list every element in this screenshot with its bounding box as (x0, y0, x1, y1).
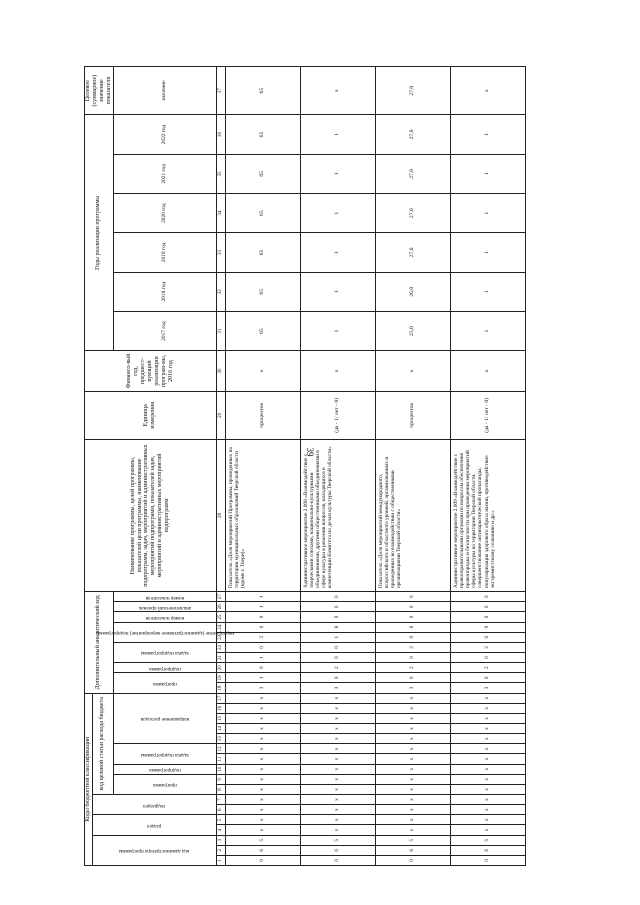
unit-header: Единица измерения (85, 391, 217, 439)
code-cell: 2 (300, 663, 375, 673)
code-cell: 5 (450, 835, 525, 845)
code-cell: 0 (300, 652, 375, 662)
expense-direction-header: направление расходов (113, 693, 216, 744)
column-number: 5 (216, 815, 225, 825)
section-header: раздел (92, 815, 216, 835)
year-value: 1 (300, 194, 375, 233)
code-cell: 1 (225, 592, 300, 602)
year-value: 65 (225, 194, 300, 233)
code-cell: 5 (375, 835, 450, 845)
code-cell: х (450, 825, 525, 835)
table-row (300, 67, 375, 866)
indicator-name: Показатель «Доля мероприятий Программы, проведенных на территории муниципальных образований Тверской области (кроме г. Твери)» (225, 439, 300, 591)
code-cell: х (450, 713, 525, 723)
analytic-col-header-7: номер показателя (113, 592, 216, 602)
code-cell: 2 (450, 663, 525, 673)
code-cell: 8 (375, 622, 450, 632)
table-row (450, 67, 525, 866)
unit-cell: (да - 1/ нет - 0) (300, 391, 375, 439)
target-value: х (300, 67, 375, 115)
code-cell: х (300, 825, 375, 835)
code-cell: 0 (375, 592, 450, 602)
base-year-value: х (375, 351, 450, 392)
column-number: 35 (216, 154, 225, 193)
column-number: 12 (216, 744, 225, 754)
code-cell: х (450, 805, 525, 815)
year-value: 1 (300, 272, 375, 311)
target-value: 27,0 (375, 67, 450, 115)
code-cell: 0 (300, 855, 375, 865)
code-cell: 5 (300, 835, 375, 845)
code-cell: 0 (300, 602, 375, 612)
analytic-col-header-3: задача подпрограммы (113, 642, 216, 662)
code-cell: х (375, 774, 450, 784)
code-cell: 0 (450, 632, 525, 642)
year-header-1: 2017 год (113, 311, 216, 350)
year-value: 1 (450, 233, 525, 272)
code-cell: х (225, 724, 300, 734)
code-cell: 1 (225, 673, 300, 683)
code-cell: х (300, 703, 375, 713)
year-value: 1 (300, 154, 375, 193)
year-header-3: 2019 год (113, 233, 216, 272)
code-cell: х (450, 744, 525, 754)
code-cell: 0 (375, 673, 450, 683)
code-cell: х (450, 774, 525, 784)
base-year-value: х (450, 351, 525, 392)
code-cell: 6 (450, 845, 525, 855)
code-cell: х (375, 784, 450, 794)
year-value: 65 (225, 272, 300, 311)
column-number: 22 (216, 642, 225, 652)
column-number: 37 (216, 67, 225, 115)
code-cell: 1 (225, 602, 300, 612)
code-cell: х (300, 774, 375, 784)
code-cell: х (300, 764, 375, 774)
unit-cell: процентов (225, 391, 300, 439)
column-number: 7 (216, 795, 225, 805)
code-cell: х (225, 764, 300, 774)
code-cell: 6 (375, 845, 450, 855)
year-value: 1 (450, 115, 525, 154)
code-cell: х (450, 693, 525, 703)
code-cell: 0 (450, 612, 525, 622)
indicator-name: Показатель «Доля мероприятий международного, всероссийского и областного уровней, организованных и проведенных во взаимодействии с общественными организациями Тверской области» (375, 439, 450, 591)
task-code-header: задача подпрограммы (113, 744, 216, 764)
code-cell: 0 (450, 673, 525, 683)
code-cell: х (450, 795, 525, 805)
code-cell: х (300, 754, 375, 764)
page-number: 39 (305, 447, 315, 457)
code-cell: х (450, 734, 525, 744)
column-number: 8 (216, 784, 225, 794)
column-number: 25 (216, 612, 225, 622)
column-number: 31 (216, 311, 225, 350)
code-cell: 3 (375, 683, 450, 693)
column-number: 32 (216, 272, 225, 311)
code-cell: х (375, 764, 450, 774)
code-cell: х (225, 825, 300, 835)
code-cell: 1 (300, 632, 375, 642)
analytic-col-header-1: программа (113, 673, 216, 693)
column-number: 21 (216, 652, 225, 662)
code-cell: 0 (225, 612, 300, 622)
code-cell: 8 (300, 622, 375, 632)
year-value: 27,0 (375, 194, 450, 233)
column-number: 3 (216, 835, 225, 845)
code-cell: 6 (225, 845, 300, 855)
unit-cell: (да - 1/ нет - 0) (450, 391, 525, 439)
admin-code-header: код администратора программы (92, 835, 216, 865)
column-number: 6 (216, 805, 225, 815)
year-header-6: 2022 год (113, 115, 216, 154)
code-cell: х (375, 693, 450, 703)
column-number: 10 (216, 764, 225, 774)
code-cell: 0 (225, 663, 300, 673)
code-cell: х (375, 805, 450, 815)
column-number: 24 (216, 622, 225, 632)
code-cell: х (225, 774, 300, 784)
year-value: 26,0 (375, 272, 450, 311)
table-body (225, 67, 525, 866)
code-cell: х (375, 724, 450, 734)
column-number: 26 (216, 602, 225, 612)
unit-cell: процентов (375, 391, 450, 439)
column-number: 15 (216, 713, 225, 723)
program-name-header: Наименование программы, целей программы, показателей цели программы, наименование подпрограмм, задач, мероприятий и административных мероприятий подпрограмм, показателей задач, мероприятий и административных мероприятий подпрограмм (85, 439, 217, 591)
column-number: 1 (216, 855, 225, 865)
code-cell: 3 (225, 683, 300, 693)
target-group-header: Целевое (суммарное) значение показателя (85, 67, 114, 115)
code-cell: х (450, 764, 525, 774)
code-cell: х (300, 805, 375, 815)
subsection-header: подраздел (92, 795, 216, 815)
fin-year-header: Финансо-вый год, предшест-вующий реализации програм-мы, 2016 год (85, 351, 217, 392)
year-value: 25,0 (375, 311, 450, 350)
code-cell: 0 (225, 855, 300, 865)
code-cell: 0 (225, 622, 300, 632)
year-value: 65 (225, 233, 300, 272)
code-cell: х (300, 784, 375, 794)
year-value: 65 (225, 311, 300, 350)
analytic-col-header-6: аналитический признак (113, 602, 216, 612)
column-number: 29 (216, 391, 225, 439)
code-cell: х (450, 724, 525, 734)
code-cell: 3 (300, 683, 375, 693)
code-cell: х (225, 744, 300, 754)
code-cell: 0 (375, 632, 450, 642)
column-number: 27 (216, 592, 225, 602)
code-cell: 0 (375, 612, 450, 622)
code-cell: х (375, 825, 450, 835)
code-cell: 9 (450, 622, 525, 632)
code-cell: х (225, 713, 300, 723)
year-header-2: 2018 год (113, 272, 216, 311)
code-cell: 0 (375, 855, 450, 865)
target-code-group-header: код целевой статьи расхода бюджета (92, 693, 113, 795)
column-number: 28 (216, 439, 225, 591)
column-number: 4 (216, 825, 225, 835)
table-row (375, 67, 450, 866)
analytic-col-header-2: подпрограмма (113, 663, 216, 673)
code-cell: 0 (300, 642, 375, 652)
indicator-name: Административное мероприятие 2.009 «Взаимодействие с правоохранительными органами по вопросам обеспечения правопорядка и безопасности при проведении мероприятий сферы культуры на территории Тверской области, совершенствование антинаркотической пропаганды, популяризация здорового образа жизни, противодействие экстремистскому сознанию и др.» (450, 439, 525, 591)
code-cell: 3 (450, 683, 525, 693)
code-cell: х (375, 754, 450, 764)
column-number: 20 (216, 663, 225, 673)
base-year-value: х (300, 351, 375, 392)
code-cell: х (225, 734, 300, 744)
code-cell: х (300, 734, 375, 744)
program-code-header: программа (113, 774, 216, 794)
code-cell: 2 (225, 632, 300, 642)
code-cell: х (300, 744, 375, 754)
code-cell: х (375, 734, 450, 744)
code-cell: 2 (450, 642, 525, 652)
code-cell: х (225, 703, 300, 713)
target-value: 65 (225, 67, 300, 115)
code-cell: 0 (225, 642, 300, 652)
column-number: 16 (216, 703, 225, 713)
code-cell: х (375, 744, 450, 754)
codes-group-header: Коды бюджетной классификации (85, 693, 93, 865)
subprogram-code-header: подпрограмма (113, 764, 216, 774)
code-cell: 0 (375, 652, 450, 662)
code-cell: 0 (300, 612, 375, 622)
year-header-5: 2021 год (113, 154, 216, 193)
code-cell: х (300, 815, 375, 825)
analytic-group-header: Дополнительный аналитический код (85, 592, 114, 693)
budget-program-table (84, 66, 526, 866)
column-number-row (216, 67, 225, 866)
code-cell: 0 (300, 673, 375, 683)
code-cell: х (375, 713, 450, 723)
column-number: 23 (216, 632, 225, 642)
budget-table-rotated (84, 66, 592, 866)
column-number: 19 (216, 673, 225, 683)
code-cell: х (300, 693, 375, 703)
code-cell: 0 (300, 592, 375, 602)
column-number: 14 (216, 724, 225, 734)
column-number: 34 (216, 194, 225, 233)
code-cell: 0 (450, 855, 525, 865)
year-value: 65 (225, 115, 300, 154)
year-value: 1 (450, 272, 525, 311)
code-cell: 0 (450, 652, 525, 662)
column-number: 17 (216, 693, 225, 703)
year-value: 27,0 (375, 154, 450, 193)
column-number: 9 (216, 774, 225, 784)
code-cell: х (375, 795, 450, 805)
code-cell: 2 (375, 663, 450, 673)
column-number: 13 (216, 734, 225, 744)
year-value: 27,0 (375, 233, 450, 272)
year-value: 1 (450, 194, 525, 233)
column-number: 11 (216, 754, 225, 764)
code-cell: 6 (300, 845, 375, 855)
code-cell: х (450, 815, 525, 825)
code-cell: х (225, 805, 300, 815)
code-cell: х (300, 724, 375, 734)
year-value: 1 (450, 154, 525, 193)
column-number: 33 (216, 233, 225, 272)
analytic-col-header-4: мероприятие (административное мероприятие) подпрограммы (113, 622, 216, 642)
code-cell: х (450, 754, 525, 764)
analytic-col-header-5: номер показателя (113, 612, 216, 622)
indicator-name: Административное мероприятие 2.008 «Взаимодействие с творческими союзами, национально-культурными объединениями, другими общественными объединениями в сфере культуры в решении вопросов, находящихся в компетенции Комитета по делам культуры Тверской области» (300, 439, 375, 591)
base-year-value: х (225, 351, 300, 392)
code-cell: 0 (375, 602, 450, 612)
code-cell: х (225, 784, 300, 794)
years-group-header: Годы реализации программы (85, 115, 114, 351)
year-value: 27,0 (375, 115, 450, 154)
code-cell: х (225, 815, 300, 825)
code-cell: 0 (450, 592, 525, 602)
target-value-header: значение (113, 67, 216, 115)
code-cell: х (300, 795, 375, 805)
year-header-4: 2020 год (113, 194, 216, 233)
column-number: 30 (216, 351, 225, 392)
target-value: х (450, 67, 525, 115)
code-cell: 5 (225, 835, 300, 845)
code-cell: х (300, 713, 375, 723)
code-cell: х (450, 784, 525, 794)
code-cell: х (225, 795, 300, 805)
code-cell: х (450, 703, 525, 713)
code-cell: х (375, 815, 450, 825)
code-cell: 1 (225, 652, 300, 662)
code-cell: х (225, 693, 300, 703)
column-number: 2 (216, 845, 225, 855)
code-cell: 0 (450, 602, 525, 612)
code-cell: х (225, 754, 300, 764)
table-row (225, 67, 300, 866)
year-value: 65 (225, 154, 300, 193)
year-value: 1 (300, 311, 375, 350)
year-value: 1 (300, 233, 375, 272)
column-number: 36 (216, 115, 225, 154)
code-cell: х (375, 703, 450, 713)
column-number: 18 (216, 683, 225, 693)
code-cell: 2 (375, 642, 450, 652)
year-value: 1 (300, 115, 375, 154)
year-value: 1 (450, 311, 525, 350)
